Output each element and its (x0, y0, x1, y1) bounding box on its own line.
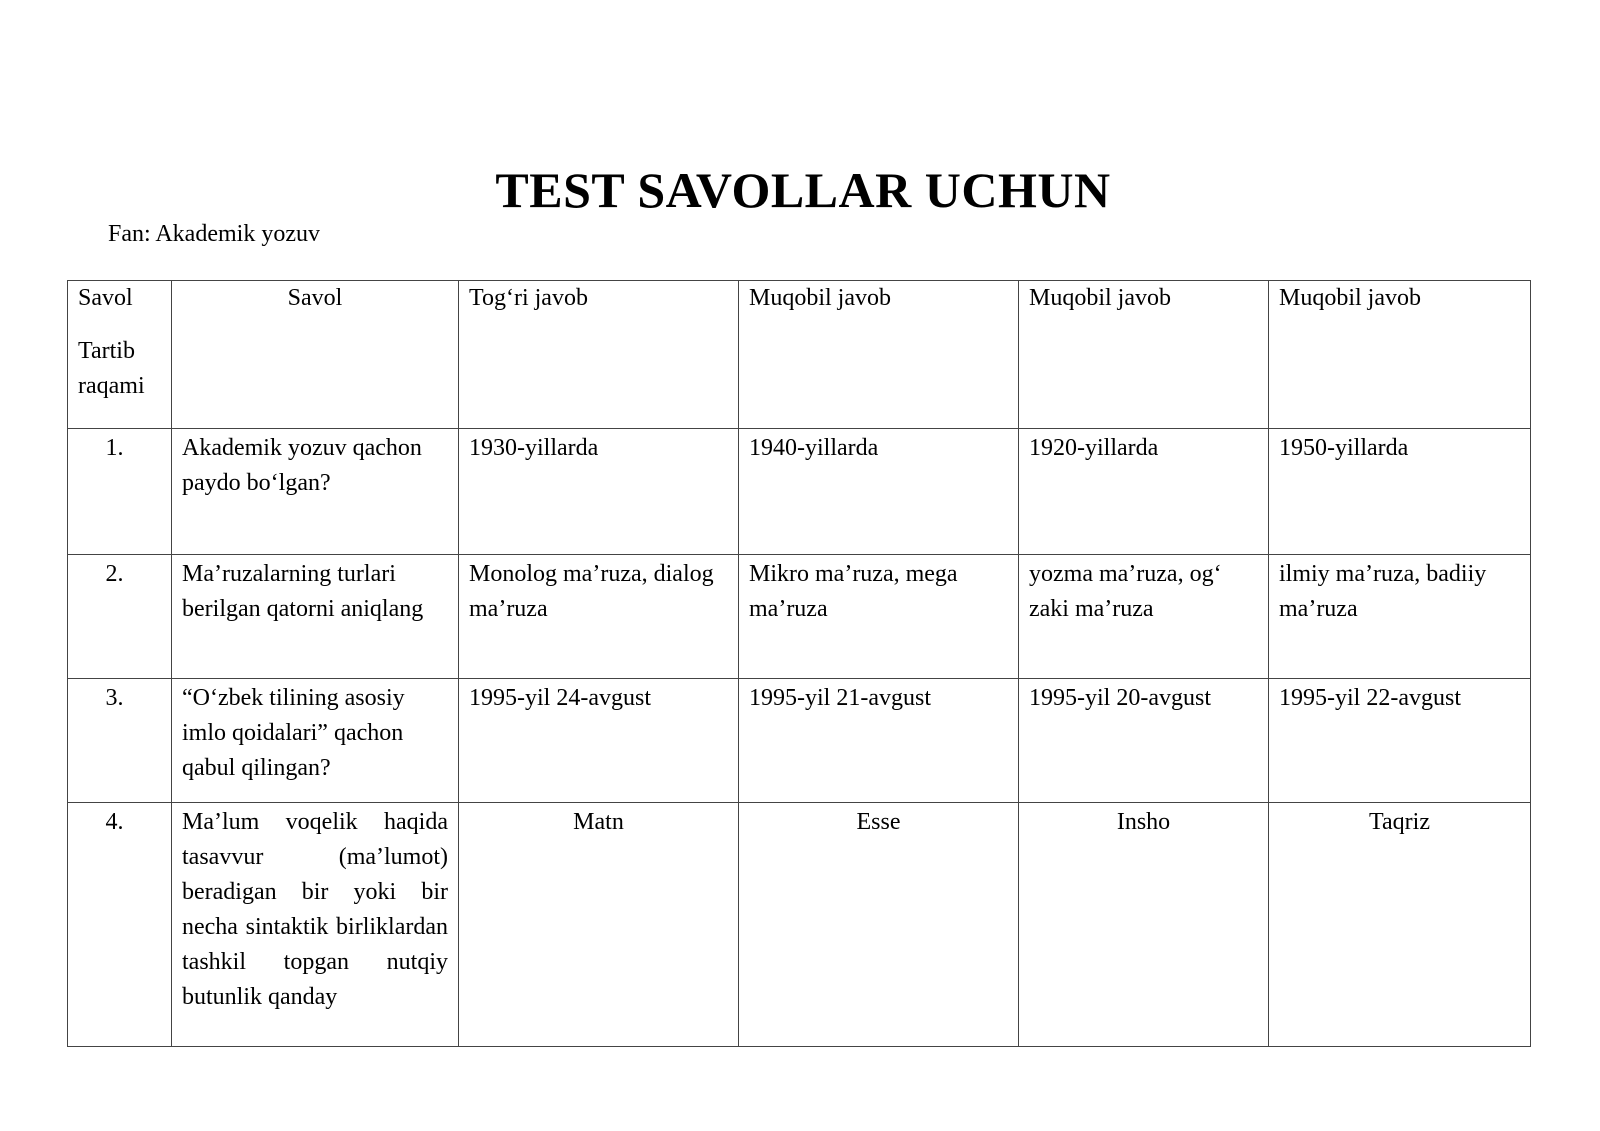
alternative-answer: ilmiy ma’ruza, badiiy ma’ruza (1269, 555, 1531, 679)
alternative-answer: 1995-yil 22-avgust (1269, 679, 1531, 803)
question-text: “O‘zbek tilining asosiy imlo qoidalari” qachon qabul qilingan? (172, 679, 459, 803)
table-row (68, 679, 1531, 803)
correct-answer: Monolog ma’ruza, dialog ma’ruza (459, 555, 739, 679)
header-alternative-2: Muqobil javob (1019, 281, 1269, 429)
quiz-table (67, 280, 1531, 1047)
correct-answer: Matn (459, 803, 739, 1047)
alternative-answer: Taqriz (1269, 803, 1531, 1047)
header-alternative-1: Muqobil javob (739, 281, 1019, 429)
question-number: 1. (68, 429, 172, 555)
table-row (68, 803, 1531, 1047)
subject-label: Fan: Akademik yozuv (108, 221, 320, 247)
alternative-answer: 1950-yillarda (1269, 429, 1531, 555)
page-title: TEST SAVOLLAR UCHUN (495, 162, 1111, 218)
question-text: Akademik yozuv qachon paydo bo‘lgan? (172, 429, 459, 555)
question-number: 2. (68, 555, 172, 679)
table-header-row (68, 281, 1531, 429)
alternative-answer: 1995-yil 21-avgust (739, 679, 1019, 803)
question-text: Ma’ruzalarning turlari berilgan qatorni aniqlang (172, 555, 459, 679)
correct-answer: 1995-yil 24-avgust (459, 679, 739, 803)
table-row (68, 555, 1531, 679)
alternative-answer: Insho (1019, 803, 1269, 1047)
alternative-answer: yozma ma’ruza, og‘ zaki ma’ruza (1019, 555, 1269, 679)
question-text: Ma’lum voqelik haqida tasavvur (ma’lumot) beradigan bir yoki bir necha sintaktik birliklardan tashkil topgan nutqiy butunlik qanday (172, 803, 459, 1047)
alternative-answer: Mikro ma’ruza, mega ma’ruza (739, 555, 1019, 679)
header-question: Savol (172, 281, 459, 429)
table-row (68, 429, 1531, 555)
correct-answer: 1930-yillarda (459, 429, 739, 555)
header-number: Savol Tartib raqami (68, 281, 172, 429)
alternative-answer: Esse (739, 803, 1019, 1047)
header-correct-answer: Tog‘ri javob (459, 281, 739, 429)
question-number: 3. (68, 679, 172, 803)
header-alternative-3: Muqobil javob (1269, 281, 1531, 429)
alternative-answer: 1920-yillarda (1019, 429, 1269, 555)
alternative-answer: 1940-yillarda (739, 429, 1019, 555)
alternative-answer: 1995-yil 20-avgust (1019, 679, 1269, 803)
question-number: 4. (68, 803, 172, 1047)
